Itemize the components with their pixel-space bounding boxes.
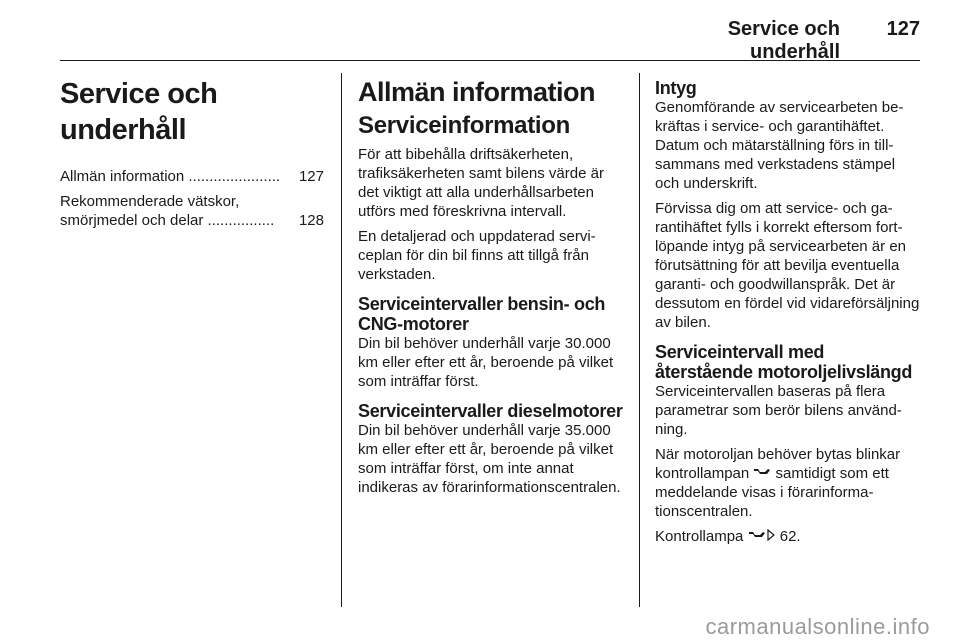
- watermark: carmanualsonline.info: [705, 614, 930, 639]
- toc-item-page: 127: [298, 168, 324, 185]
- subsection-title-oil-life: Serviceintervall med återstående motoroljelivslängd: [655, 342, 913, 382]
- chapter-title: Service och underhåll: [60, 78, 218, 146]
- text-part: Kontrollampa: [655, 528, 748, 545]
- section-title-general: Allmän information: [358, 77, 596, 107]
- page-header-title: Service och underhåll: [727, 18, 840, 63]
- paragraph: Genomförande av servicearbeten bekräftas i service- och garantihäftet. Datum och mätarställning förs in tillsammans med verkstadens stämpel och underskrift.: [655, 99, 904, 192]
- toc-item-label: Allmän information ......................: [60, 168, 281, 185]
- text-part: samtidigt som ett meddelande visas i förarinformationscentralen.: [655, 465, 889, 520]
- toc-item-label: Rekommenderade vätskor, smörjmedel och delar ................: [60, 193, 275, 229]
- subsection-title-diesel: Serviceintervaller dieselmotorer: [358, 401, 623, 421]
- column-separator-2: [639, 73, 640, 607]
- column-3: [655, 72, 923, 552]
- column-separator-1: [341, 73, 342, 607]
- toc-item-fluids[interactable]: [60, 192, 324, 230]
- paragraph: Serviceintervallen baseras på flera parametrar som berör bilens användning.: [655, 383, 902, 438]
- sub-title-service-info: Serviceinformation: [358, 112, 570, 139]
- paragraph: För att bibehålla driftsäkerheten, trafiksäkerheten samt bilens värde är det viktigt att alla underhållsarbeten utförs med föreskrivna intervall.: [358, 146, 604, 220]
- paragraph-oil-change: [655, 445, 923, 521]
- page-number: 127: [886, 18, 920, 40]
- column-2: [358, 72, 624, 503]
- toc-item-general[interactable]: [60, 167, 324, 186]
- text-part: 62.: [775, 528, 801, 545]
- paragraph: Förvissa dig om att service- och garantihäftet fylls i korrekt eftersom fortlöpande intyg på servicearbeten är en förutsättning för att bevilja eventuella garanti- och goodwillanspråk. Det är dessutom en fördel vid vidareförsäljning av bilen.: [655, 200, 920, 331]
- paragraph-lamp-ref: [655, 527, 923, 546]
- service-wrench-icon: [748, 528, 766, 544]
- service-wrench-icon: [753, 465, 771, 481]
- subsection-title-petrol: Serviceintervaller bensin- och CNG-motorer: [358, 294, 606, 334]
- header-rule: [60, 60, 920, 61]
- column-1: [60, 72, 324, 236]
- text-part: När motoroljan behöver bytas blinkar kontrollampan: [655, 446, 901, 482]
- paragraph: Din bil behöver underhåll varje 30.000 km eller efter ett år, beroende på vilket som inträffar först.: [358, 335, 614, 390]
- page-reference-icon[interactable]: [766, 528, 776, 544]
- paragraph: En detaljerad och uppdaterad serviceplan för din bil finns att tillgå från verkstaden.: [358, 228, 596, 283]
- paragraph: Din bil behöver underhåll varje 35.000 km eller efter ett år, beroende på vilket som inträffar först, om inte annat indikeras av förarinformationscentralen.: [358, 422, 621, 496]
- toc-item-page: 128: [298, 212, 324, 229]
- subsection-title-certificates: Intyg: [655, 78, 697, 98]
